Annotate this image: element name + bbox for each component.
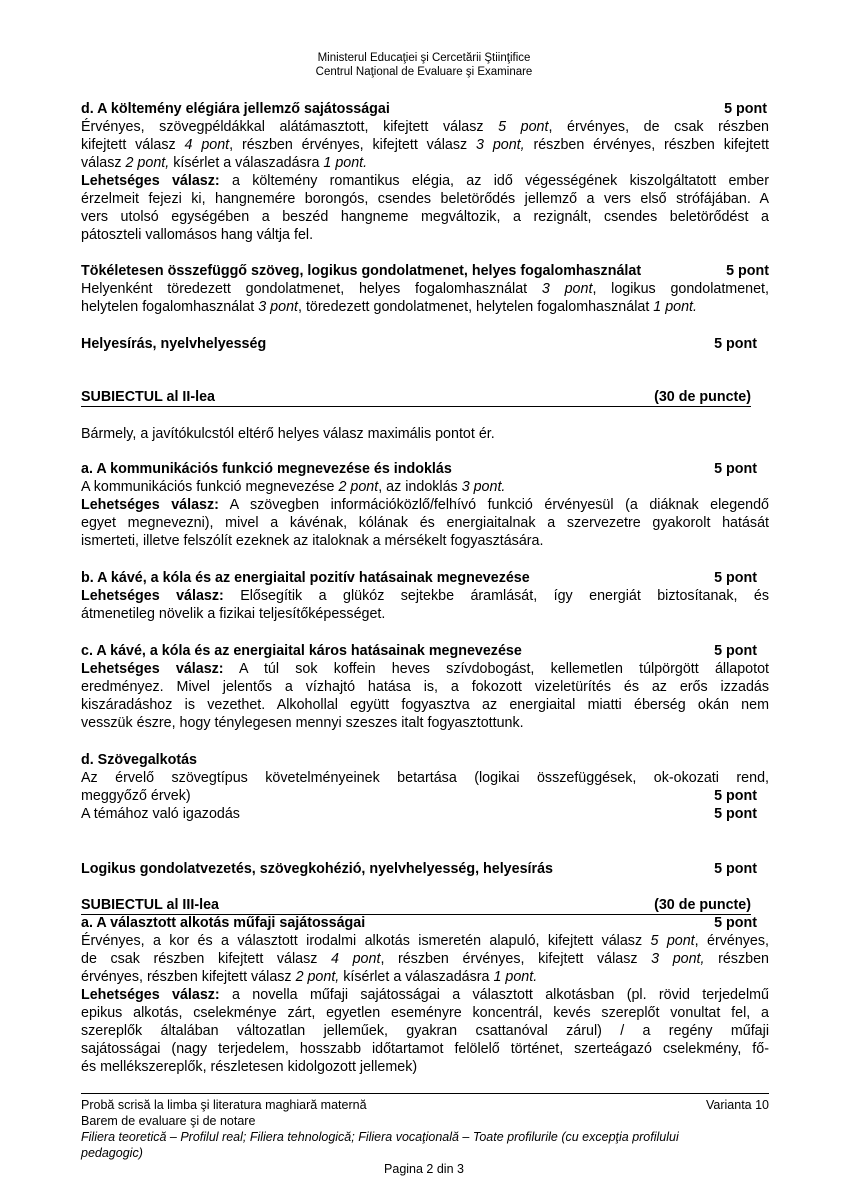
s2-b-answer: Lehetséges válasz: Elősegítik a glükóz sejtekbe áramlását, így energiát biztosítanak, és átmenetileg növelik a fizikai teljesítőképességet. xyxy=(81,588,770,622)
s3-a-scoring: Érvényes, a kor és a választott irodalmi alkotás ismeretén alapuló, kifejtett válasz 5 pont, érvényes, de csak részben kifejtett válasz 4 pont, részben érvényes, kifejtett válasz 3 pont, részben érvényes, részben kifejtett válasz 2 pont, kísérlet a válaszadásra 1 pont. xyxy=(81,933,769,985)
s1-d-heading xyxy=(81,100,767,118)
center-name: Centrul Naţional de Evaluare şi Examinare xyxy=(315,66,533,78)
s2-logic-heading: Logikus gondolatvezetés, szövegkohézió, nyelvhelyesség, helyesírás 5 pont xyxy=(81,861,757,877)
answer-label: Lehetséges válasz: xyxy=(81,173,220,189)
footer-divider xyxy=(81,1093,769,1094)
s2-d-line-3: A témához való igazodás 5 pont xyxy=(81,806,757,822)
s2-a-heading: a. A kommunikációs funkció megnevezése és indoklás 5 pont xyxy=(81,461,757,477)
s2-c-answer: Lehetséges válasz: A túl sok koffein heves szívdobogást, kellemetlen túlpörgött állapotot eredményez. Mivel jelentős a vízhajtó hatása is, a fokozott vizeletürítés és az erős izzadás kiszáradáshoz is vezethet. Alkohollal együtt fogyasztva az energiaital miatti éberség okán nem vesszük észre, hogy ténylegesen mennyi szeszes italt fogyasztottunk. xyxy=(81,661,769,731)
s1-d-line-1: Érvényes, szövegpéldákkal alátámasztott, kifejtett válasz 5 pont, érvényes, de csak részben xyxy=(81,119,770,135)
page-number: Pagina 2 din 3 xyxy=(384,1162,464,1176)
s1-d-title: d. A költemény elégiára jellemző sajátosságai xyxy=(81,101,390,117)
s2-b-heading: b. A kávé, a kóla és az energiaital pozitív hatásainak megnevezése 5 pont xyxy=(81,570,757,586)
s2-a-answer: Lehetséges válasz: A szövegben információközlő/felhívó funkció érvényesül (a diáknak elegendő egyet megnevezni), mivel a kávénak, kólának és energiaitalnak a szervezetre gyakorolt hatását ismerteti, illetve felszólít ezeknek az italoknak a mérsékelt fogyasztására. xyxy=(81,497,770,549)
s1-d-points: 5 pont xyxy=(724,101,767,117)
s1-spelling-heading: Helyesírás, nyelvhelyesség 5 pont xyxy=(81,336,757,352)
s2-d-line-1: Az érvelő szövegtípus követelményeinek betartása (logikai összefüggések, ok-okozati rend, xyxy=(81,770,769,786)
s2-c-heading: c. A kávé, a kóla és az energiaital káros hatásainak megnevezése 5 pont xyxy=(81,643,757,659)
s2-d-heading: d. Szövegalkotás xyxy=(81,752,198,768)
ministry-name: Ministerul Educaţiei şi Cercetării Ştiinţifice xyxy=(317,52,531,64)
footer-row-3: Filiera teoretică – Profilul real; Filiera tehnologică; Filiera vocaţională – Toate profilurile (cu excepţia profilului xyxy=(81,1130,679,1144)
s1-d-answer: Lehetséges válasz: a költemény romantikus elégia, az idő végességének kiszolgáltatott ember érzelmeit fejezi ki, hangnemére borongós, csendes beletörődés jellemző a vers első strófájában. A vers utolsó egységében a beszéd hangneme megváltozik, a rezignált, csendes beletörődést a pátoszteli vallomásos hang váltja fel. xyxy=(81,173,770,243)
s1-d-line-3: válasz 2 pont, kísérlet a válaszadásra 1 pont. xyxy=(81,155,368,171)
subject-2-heading: SUBIECTUL al II-lea (30 de puncte) xyxy=(81,389,751,405)
s2-a-scoring: A kommunikációs funkció megnevezése 2 pont, az indoklás 3 pont. xyxy=(81,479,506,495)
s1-coherence-heading: Tökéletesen összefüggő szöveg, logikus gondolatmenet, helyes fogalomhasználat 5 pont xyxy=(81,263,769,279)
s3-a-heading: a. A választott alkotás műfaji sajátosságai 5 pont xyxy=(81,915,757,931)
s1-d-scoring xyxy=(81,118,769,172)
s2-intro: Bármely, a javítókulcstól eltérő helyes válasz maximális pontot ér. xyxy=(81,426,495,442)
exam-name: Probă scrisă la limba şi literatura maghiară maternă xyxy=(81,1098,367,1112)
s3-a-answer: Lehetséges válasz: a novella műfaji sajátosságai a választott alkotásban (pl. rövid terjedelmű epikus alkotás, cselekménye zárt, egyetlen eseményre koncentrál, kevés szereplőt vonultat fel, a szereplők általában változatlan jelleműek, gyakran csattanóval zárul) / a regény műfaji sajátosságai (nagy terjedelem, hosszabb időtartamot felölelő történet, szerteágazó cselekmény, fő- és mellékszereplők, részletesen kidolgozott jellemek) xyxy=(81,987,769,1075)
subject-3-heading: SUBIECTUL al III-lea (30 de puncte) xyxy=(81,897,751,913)
s1-d-line-2: kifejtett válasz 4 pont, részben érvényes, kifejtett válasz 3 pont, részben érvényes, részben kifejtett xyxy=(81,137,770,153)
variant-label: Varianta 10 xyxy=(705,1098,769,1112)
footer-row-4: pedagogic) xyxy=(81,1146,143,1160)
s2-d-line-2: meggyőző érvek) 5 pont xyxy=(81,788,757,804)
s1-coherence-scoring: Helyenként töredezett gondolatmenet, helyes fogalomhasználat 3 pont, logikus gondolatmenet, helytelen fogalomhasználat 3 pont, töredezett gondolatmenet, helytelen fogalomhasználat 1 pont. xyxy=(81,281,770,315)
footer-row-2: Barem de evaluare şi de notare xyxy=(81,1114,256,1128)
document-header xyxy=(0,51,848,79)
footer-row-1 xyxy=(81,1097,769,1113)
